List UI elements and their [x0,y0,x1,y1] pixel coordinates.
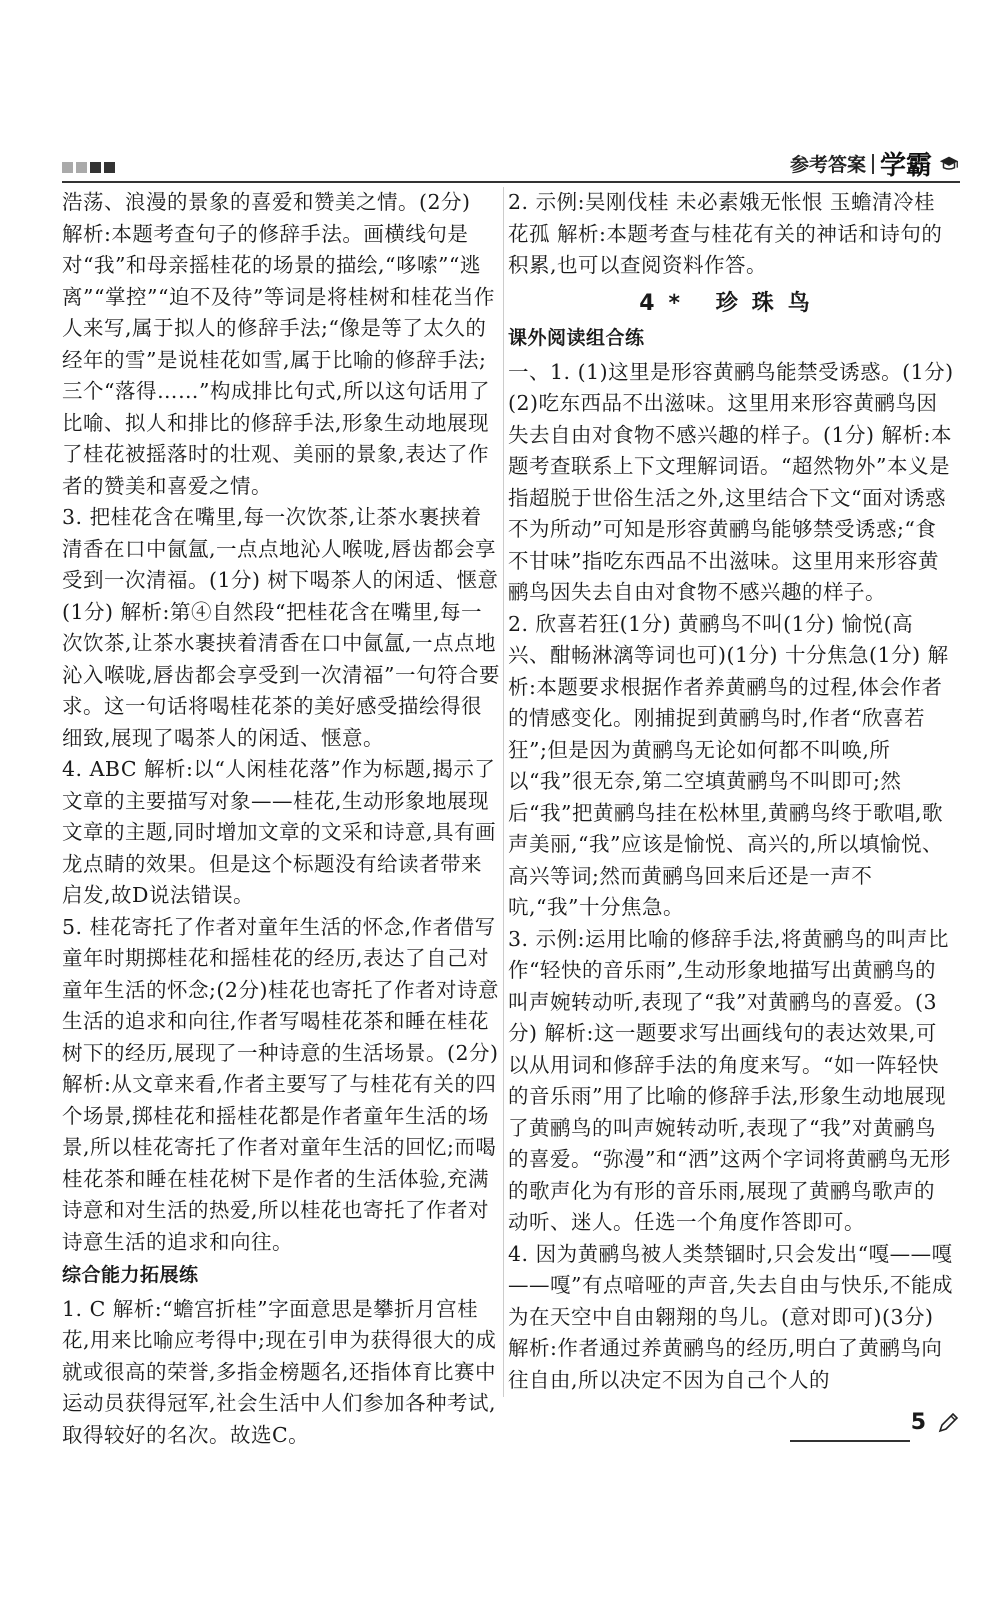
answer-paragraph: 3. 示例:运用比喻的修辞手法,将黄鹂鸟的叫声比作“轻快的音乐雨”,生动形象地描写出黄鹂鸟的叫声婉转动听,表现了“我”对黄鹂鸟的喜爱。(3分) 解析:这一题要求写出画线句的表达效果,可以从用词和修辞手法的角度来写。“如一阵轻快的音乐雨”用了比喻的修辞手法,形象生动地展现了黄鹂鸟的叫声婉转动听,表现了“我”对黄鹂鸟的喜爱。“弥漫”和“洒”这两个字词将黄鹂鸟无形的歌声化为有形的音乐雨,展现了黄鹂鸟歌声的动听、迷人。任选一个角度作答即可。 [508,926,951,1234]
answer-paragraph: 5. 桂花寄托了作者对童年生活的怀念,作者借写童年时期掷桂花和摇桂花的经历,表达了自己对童年生活的怀念;(2分)桂花也寄托了作者对诗意生活的追求和向往,作者写喝桂花茶和睡在桂花树下的经历,展现了一种诗意的生活场景。(2分) 解析:从文章来看,作者主要写了与桂花有关的四个场景,掷桂花和摇桂花都是作者童年生活的场景,所以桂花寄托了作者对童年生活的回忆;而喝桂花茶和睡在桂花树下是作者的生活体验,充满诗意和对生活的热爱,所以桂花也寄托了作者对诗意生活的追求和向往。 [62,914,499,1254]
column-divider [503,187,504,1397]
left-column [62,187,500,1451]
answer-paragraph: 1. C 解析:“蟾宫折桂”字面意思是攀折月宫桂花,用来比喻应考得中;现在引申为获得很大的成就或很高的荣誉,多指金榜题名,还指体育比赛中运动员获得冠军,社会生活中人们参加各种考试,取得较好的名次。故选C。 [62,1296,497,1447]
answer-paragraph: 2. 欣喜若狂(1分) 黄鹂鸟不叫(1分) 愉悦(高兴、酣畅淋漓等词也可)(1分) 十分焦急(1分) 解析:本题要求根据作者养黄鹂鸟的过程,体会作者的情感变化。刚捕捉到黄鹂鸟时,作者“欣喜若狂”;但是因为黄鹂鸟无论如何都不叫唤,所以“我”很无奈,第二空填黄鹂鸟不叫即可;然后“我”把黄鹂鸟挂在松林里,黄鹂鸟终于歌唱,歌声美丽,“我”应该是愉悦、高兴的,所以填愉悦、高兴等词;然而黄鹂鸟回来后还是一声不吭,“我”十分焦急。 [508,611,949,919]
answer-paragraph: 2. 示例:吴刚伐桂 未必素娥无怅恨 玉蟾清冷桂花孤 解析:本题考查与桂花有关的神话和诗句的积累,也可以查阅资料作答。 [508,190,943,277]
brand-separator [872,154,874,174]
right-column [508,187,955,1396]
answer-paragraph: 4. 因为黄鹂鸟被人类禁锢时,只会发出“嘎——嘎——嘎”有点喑哑的声音,失去自由与快乐,不能成为在天空中自由翱翔的鸟儿。(意对即可)(3分) 解析:作者通过养黄鹂鸟的经历,明白了黄鹂鸟向往自由,所以决定不因为自己个人的 [508,1241,954,1392]
page-number: 5 [910,1410,926,1435]
brand-block [790,145,960,182]
header-mark [104,162,115,173]
brand-name: 学霸 [879,151,932,181]
pencil-icon [936,1411,960,1435]
lesson-title: 4* 珍珠鸟 [639,290,824,316]
answer-paragraph: 一、1. (1)这里是形容黄鹂鸟能禁受诱惑。(1分) (2)吃东西品不出滋味。这里用来形容黄鹂鸟因失去自由对食物不感兴趣的样子。(1分) 解析:本题考查联系上下文理解词语。“超然物外”本义是指超脱于世俗生活之外,这里结合下文“面对诱惑不为所动”可知是形容黄鹂鸟能够禁受诱惑;“食不甘味”指吃东西品不出滋味。这里用来形容黄鹂鸟因失去自由对食物不感兴趣的样子。 [508,359,954,604]
header-rule [62,181,960,183]
header-mark [62,162,73,173]
answer-paragraph: 浩荡、浪漫的景象的喜爱和赞美之情。(2分) [62,190,471,214]
graduation-cap-icon [938,153,960,175]
footer-rule [790,1440,910,1442]
section-label: 参考答案 [789,154,866,176]
section-heading: 综合能力拓展练 [62,1264,199,1286]
answer-paragraph: 解析:本题考查句子的修辞手法。画横线句是对“我”和母亲摇桂花的场景的描绘,“哆嗦”“逃离”“掌控”“迫不及待”等词是将桂树和桂花当作人来写,属于拟人的修辞手法;“像是等了太久的经年的雪”是说桂花如雪,属于比喻的修辞手法;三个“落得……”构成排比句式,所以这句话用了比喻、拟人和排比的修辞手法,形象生动地展现了桂花被摇落时的壮观、美丽的景象,表达了作者的赞美和喜爱之情。 [62,221,495,498]
page-footer [911,1410,960,1435]
page-header [0,0,1000,200]
header-marks [62,162,115,173]
header-mark [90,162,101,173]
header-mark [76,162,87,173]
section-heading: 课外阅读组合练 [508,327,645,349]
answer-paragraph: 3. 把桂花含在嘴里,每一次饮茶,让茶水裹挟着清香在口中氤氲,一点点地沁人喉咙,唇齿都会享受到一次清福。(1分) 树下喝茶人的闲适、惬意(1分) 解析:第④自然段“把桂花含在嘴里,每一次饮茶,让茶水裹挟着清香在口中氤氲,一点点地沁入喉咙,唇齿都会享受到一次清福”一句符合要求。这一句话将喝桂花茶的美好感受描绘得很细致,展现了喝茶人的闲适、惬意。 [62,505,500,750]
answer-paragraph: 4. ABC 解析:以“人闲桂花落”作为标题,揭示了文章的主要描写对象——桂花,生动形象地展现文章的主题,同时增加文章的文采和诗意,具有画龙点睛的效果。但是这个标题没有给读者带来启发,故D说法错误。 [62,757,497,907]
